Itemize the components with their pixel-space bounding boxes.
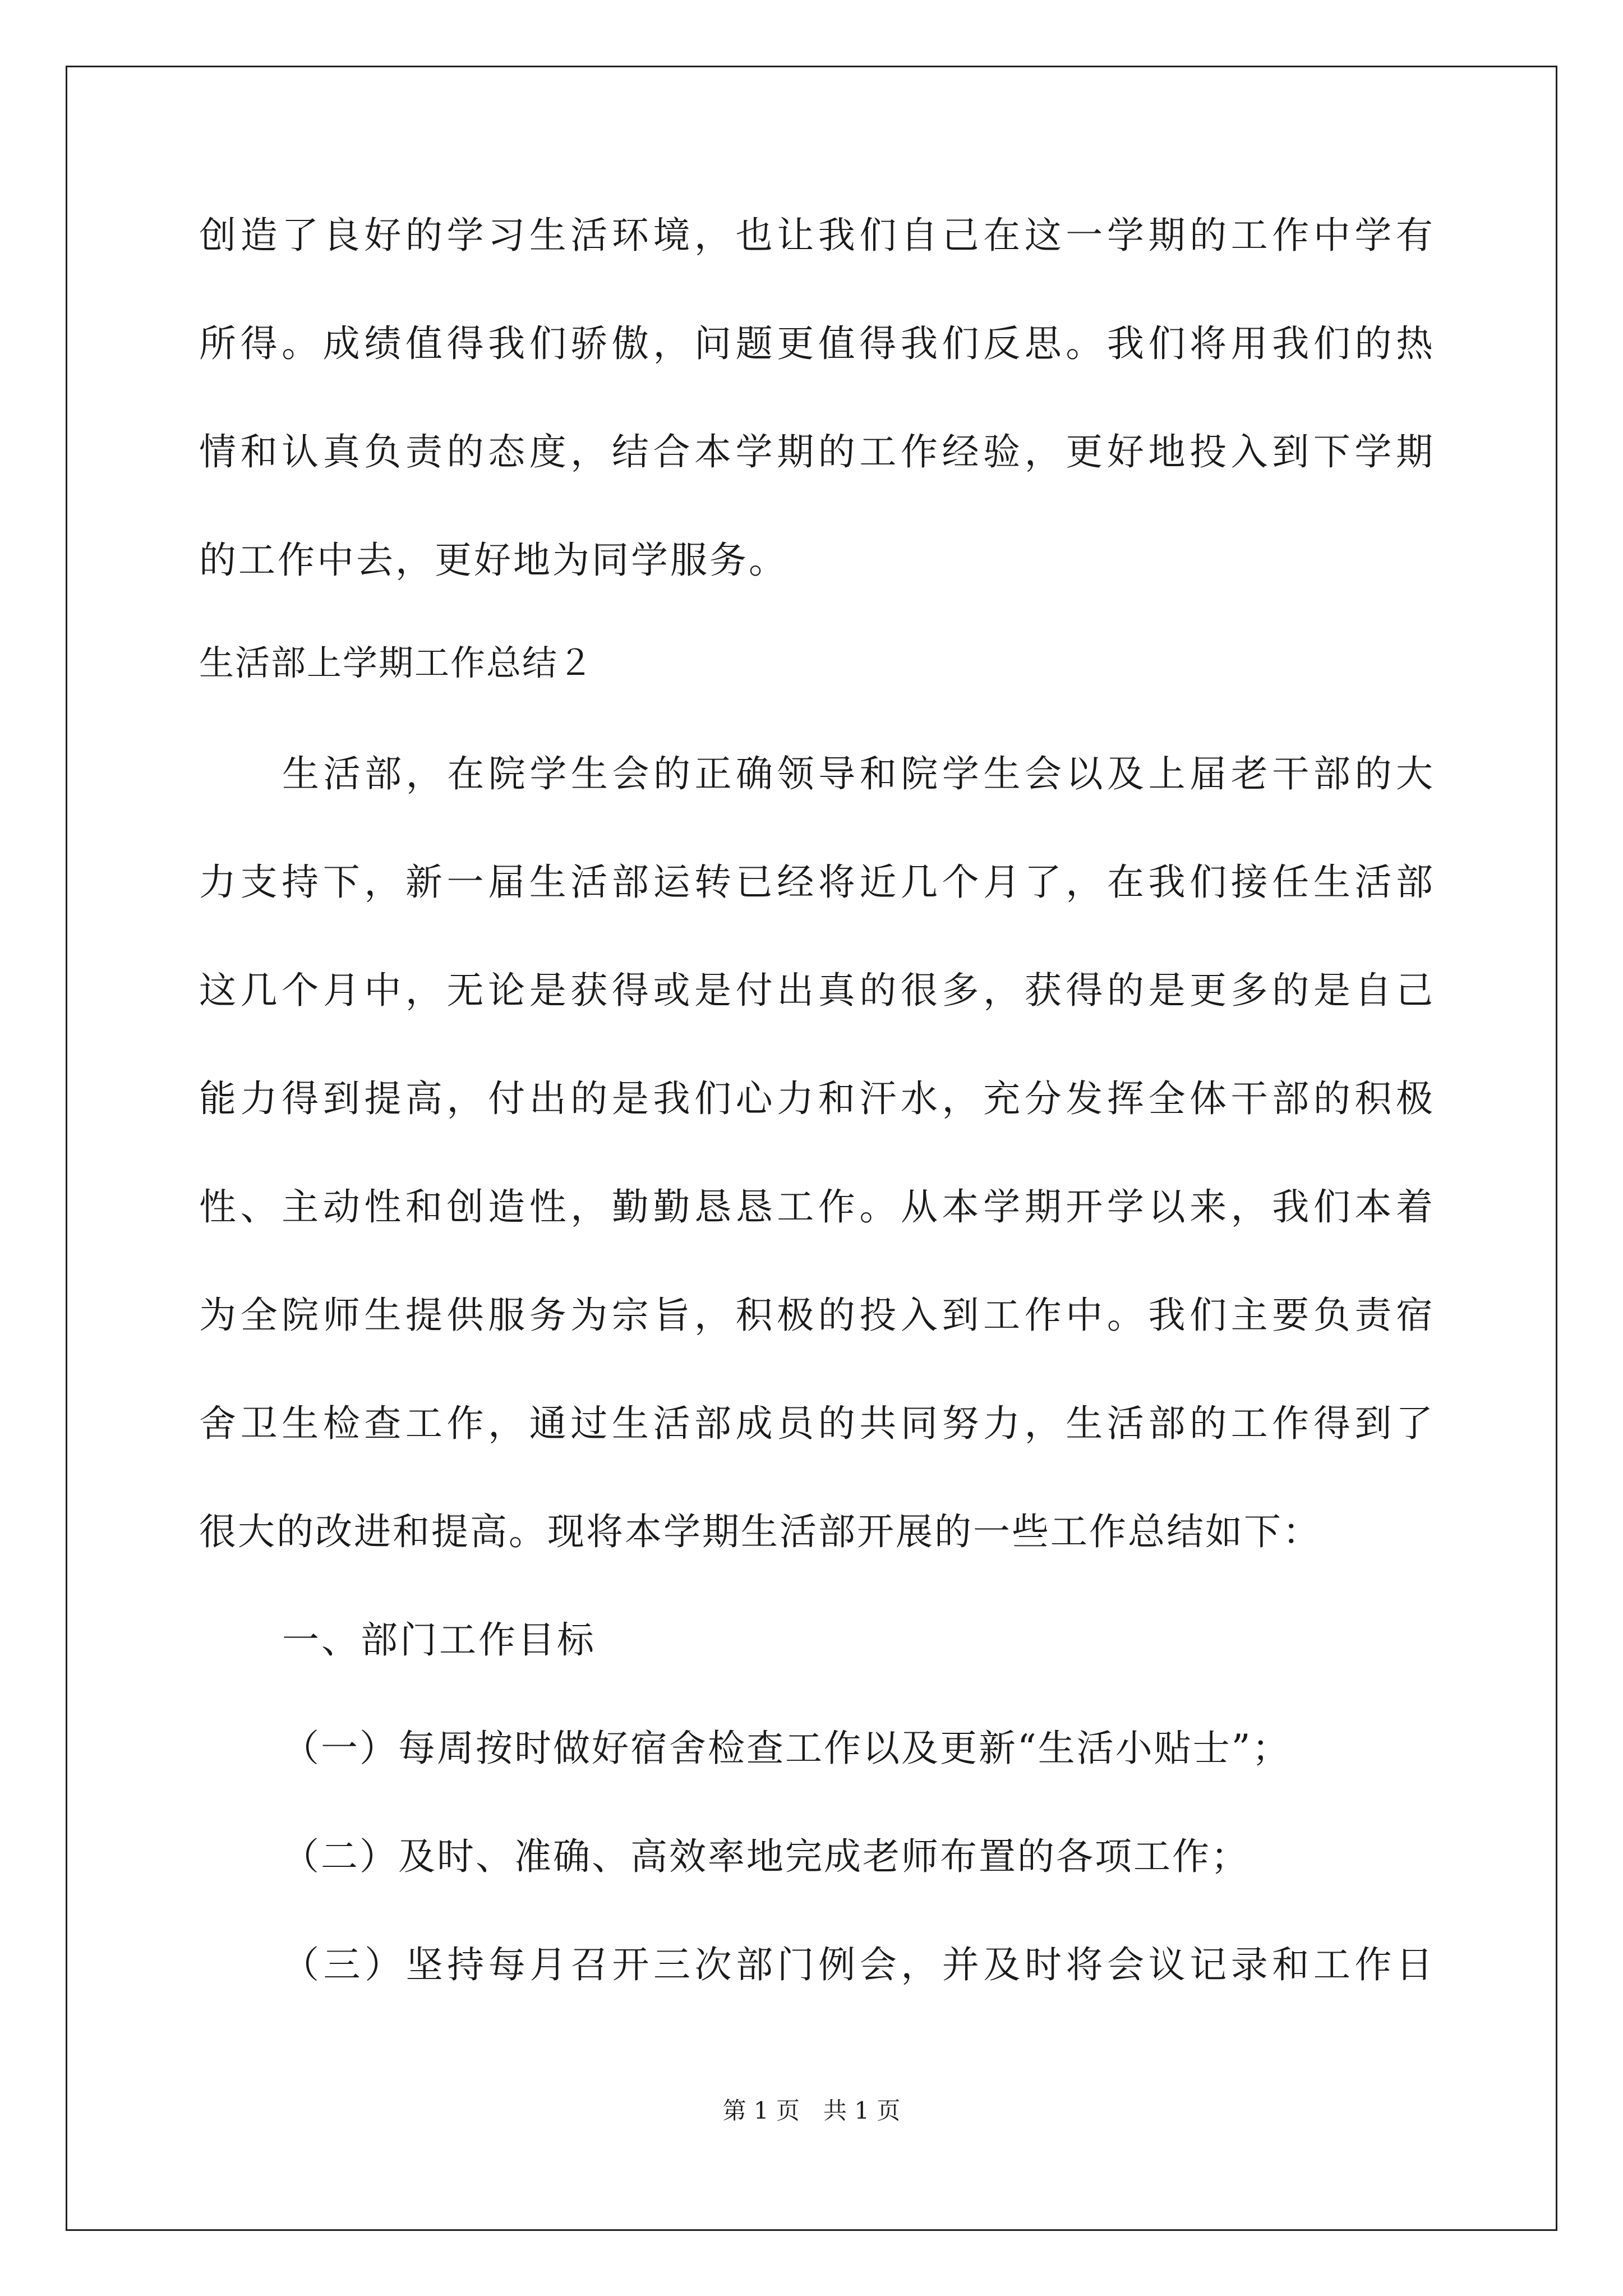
- list-item: （一）每周按时做好宿舍检查工作以及更新“生活小贴士”；: [282, 1727, 1291, 1770]
- paragraph-line: 能力得到提高，付出的是我们心力和汗水，充分发挥全体干部的积极: [199, 1077, 1433, 1120]
- paragraph-line: 性、主动性和创造性，勤勤恳恳工作。从本学期开学以来，我们本着: [199, 1185, 1433, 1228]
- paragraph-line: 这几个月中，无论是获得或是付出真的很多，获得的是更多的是自己: [199, 969, 1433, 1012]
- paragraph-line: 很大的改进和提高。现将本学期生活部开展的一些工作总结如下：: [199, 1510, 1321, 1553]
- paragraph-line: 情和认真负责的态度，结合本学期的工作经验，更好地投入到下学期: [199, 430, 1433, 473]
- paragraph-line: 为全院师生提供服务为宗旨，积极的投入到工作中。我们主要负责宿: [199, 1294, 1433, 1337]
- paragraph-line: 舍卫生检查工作，通过生活部成员的共同努力，生活部的工作得到了: [199, 1402, 1433, 1445]
- paragraph-line: 创造了良好的学习生活环境，也让我们自己在这一学期的工作中学有: [199, 214, 1433, 257]
- page-border: [66, 66, 1557, 2231]
- list-item: （二）及时、准确、高效率地完成老师布置的各项工作；: [282, 1835, 1249, 1878]
- page-number-footer: 第 1 页 共 1 页: [722, 2097, 901, 2124]
- paragraph-line: 力支持下，新一届生活部运转已经将近几个月了，在我们接任生活部: [199, 861, 1433, 904]
- paragraph-line: 所得。成绩值得我们骄傲，问题更值得我们反思。我们将用我们的热: [199, 322, 1433, 365]
- list-item: （三）坚持每月召开三次部门例会，并及时将会议记录和工作日: [282, 1943, 1433, 1986]
- list-heading: 一、部门工作目标: [282, 1618, 596, 1662]
- paragraph-line: 的工作中去，更好地为同学服务。: [199, 539, 788, 582]
- section-heading: 生活部上学期工作总结２: [199, 642, 594, 683]
- paragraph-line: 生活部，在院学生会的正确领导和院学生会以及上届老干部的大: [282, 752, 1433, 795]
